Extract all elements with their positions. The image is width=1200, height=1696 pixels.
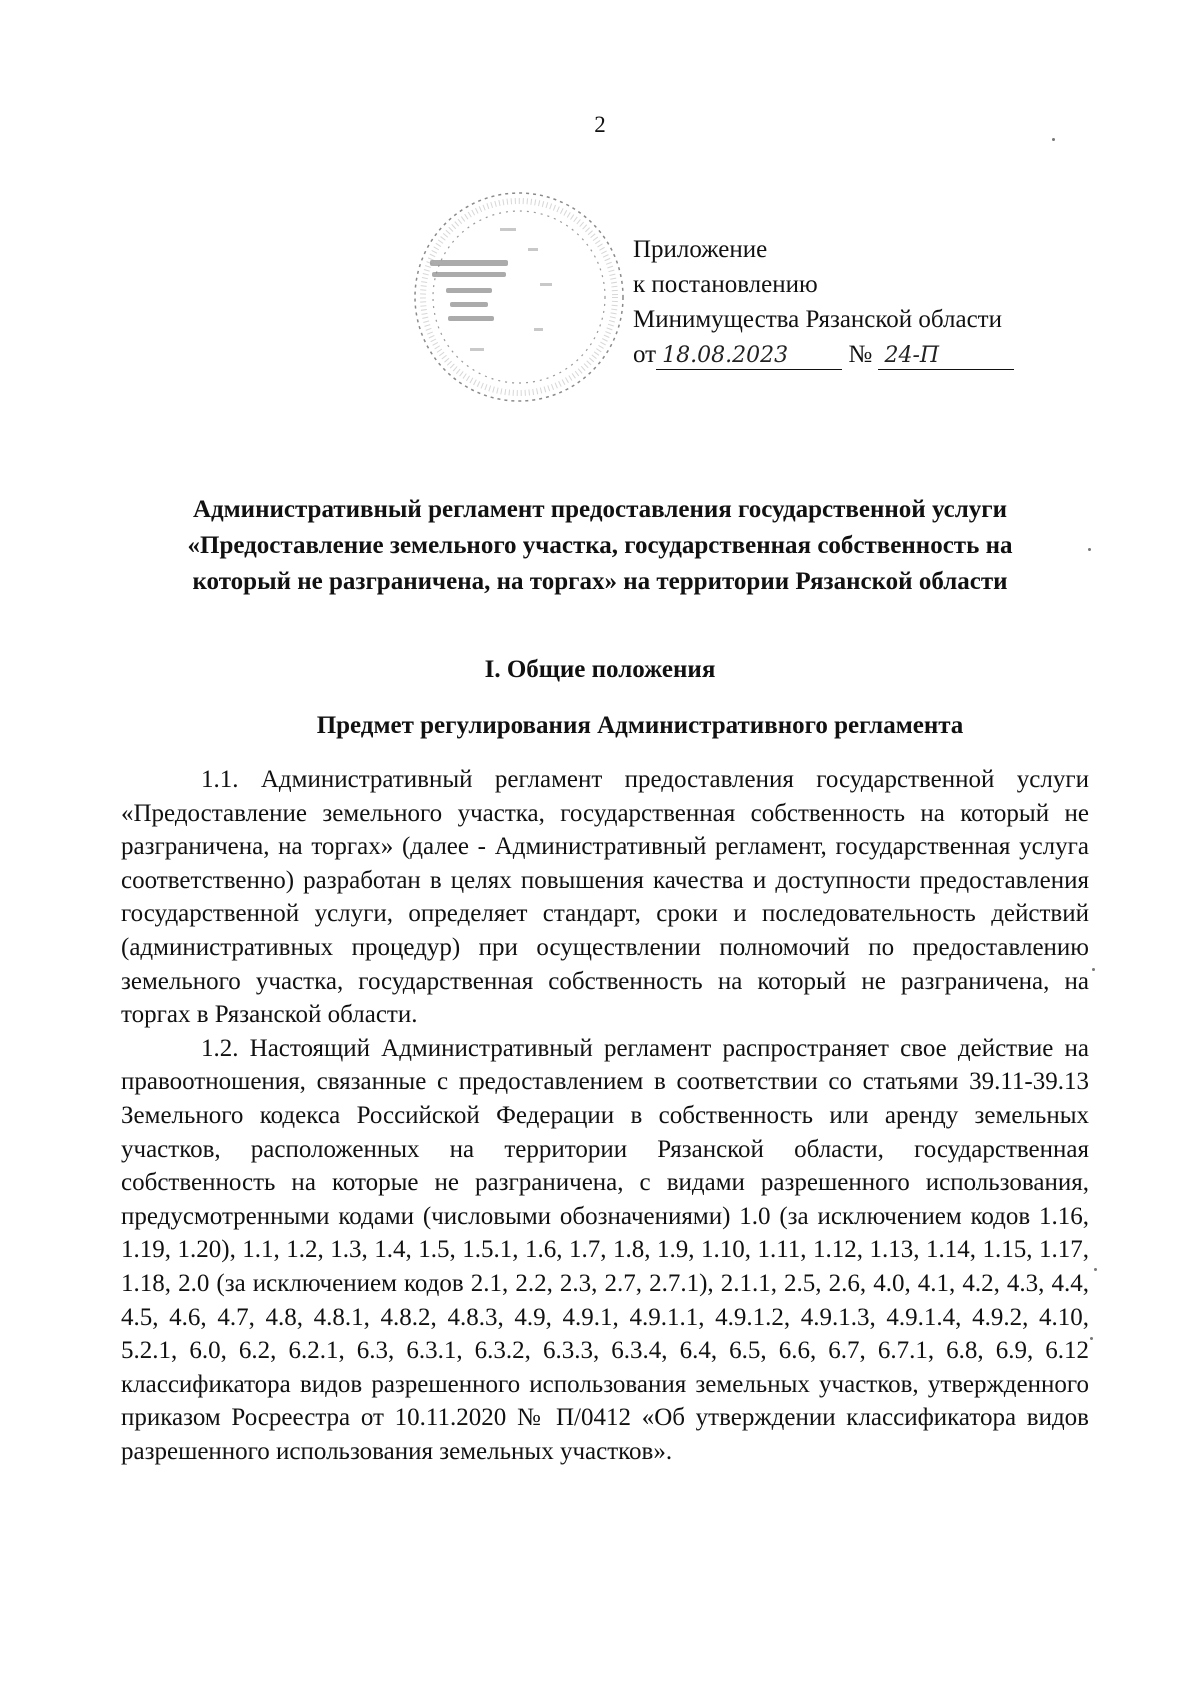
round-seal-icon: [410, 188, 628, 406]
scan-speck: [1088, 548, 1091, 551]
scan-speck: [1092, 968, 1095, 971]
date-prefix: от: [633, 341, 657, 368]
paragraph-1-1: 1.1. Административный регламент предоставления государственной услуги «Предоставление земельного участка, государственная собственность на который не разграничена, на торгах» (далее - Административный регламент, государственная услуга соответственно) разработан в целях повышения качества и доступности предоставления государственной услуги, определяет стандарт, сроки и последовательность действий (административных процедур) при осуществлении полномочий по предоставлению земельного участка, государственная собственность на который не разграничена, на торгах в Рязанской области.: [121, 766, 1089, 1029]
title-line-1: Административный регламент предоставления государственной услуги: [192, 496, 1008, 523]
annex-block: [633, 232, 1014, 372]
title-line-3: который не разграничена, на торгах» на территории Рязанской области: [192, 568, 1008, 595]
annex-line-1: Приложение: [633, 236, 768, 263]
annex-line-2: к постановлению: [633, 271, 818, 298]
scan-speck: [1094, 1268, 1097, 1271]
scan-speck: [1052, 138, 1055, 141]
annex-line-3: Минимущества Рязанской области: [633, 306, 1002, 333]
document-title: [120, 492, 1080, 600]
title-line-2: «Предоставление земельного участка, государственная собственность на: [187, 532, 1013, 559]
body-text: [121, 763, 1089, 1468]
handwritten-date: 18.08.2023: [656, 343, 842, 370]
section-title: I. Общие положения: [484, 656, 716, 683]
number-sign: №: [848, 341, 873, 368]
page-number: 2: [594, 112, 606, 137]
subsection-title: Предмет регулирования Административного регламента: [316, 712, 964, 739]
paragraph-1-2: 1.2. Настоящий Административный регламент распространяет свое действие на правоотношения, связанные с предоставлением в соответствии со статьями 39.11-39.13 Земельного кодекса Российской Федерации в собственность или аренду земельных участков, расположенных на территории Рязанской области, государственная собственность на которые не разграничена, с видами разрешенного использования, предусмотренными кодами (числовыми обозначениями) 1.0 (за исключением кодов 1.16, 1.19, 1.20), 1.1, 1.2, 1.3, 1.4, 1.5, 1.5.1, 1.6, 1.7, 1.8, 1.9, 1.10, 1.11, 1.12, 1.13, 1.14, 1.15, 1.17, 1.18, 2.0 (за исключением кодов 2.1, 2.2, 2.3, 2.7, 2.7.1), 2.1.1, 2.5, 2.6, 4.0, 4.1, 4.2, 4.3, 4.4, 4.5, 4.6, 4.7, 4.8, 4.8.1, 4.8.2, 4.8.3, 4.9, 4.9.1, 4.9.1.1, 4.9.1.2, 4.9.1.3, 4.9.1.4, 4.9.2, 4.10, 5.2.1, 6.0, 6.2, 6.2.1, 6.3, 6.3.1, 6.3.2, 6.3.3, 6.3.4, 6.4, 6.5, 6.6, 6.7, 6.7.1, 6.8, 6.9, 6.12 классификатора видов разрешенного использования земельных участков, утвержденного приказом Росреестра от 10.11.2020 № П/0412 «Об утверждении классификатора видов разрешенного использования земельных участков».: [121, 1034, 1089, 1465]
scan-speck: [1090, 1337, 1093, 1340]
annex-date-number-line: [633, 337, 1014, 372]
handwritten-number: 24-П: [878, 343, 1014, 370]
